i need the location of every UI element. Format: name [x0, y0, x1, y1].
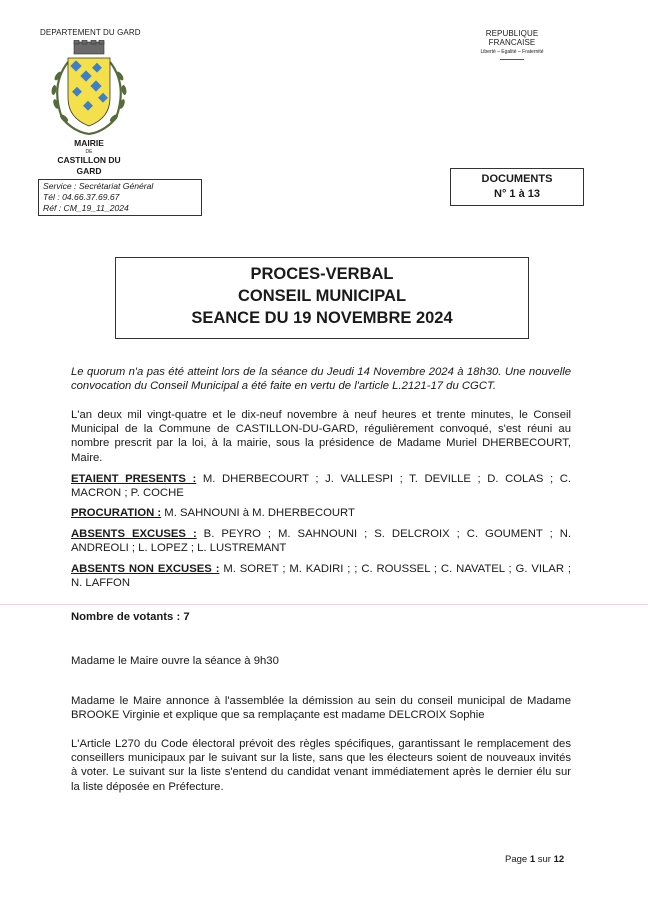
title-line-3: SEANCE DU 19 NOVEMBRE 2024 — [191, 309, 453, 327]
service-box — [38, 179, 202, 216]
town-crest-logo — [44, 40, 134, 138]
present-list: M. DHERBECOURT ; J. VALLESPI ; T. DEVILLE ; D. COLAS ; C. MACRON ; P. COCHE — [71, 473, 571, 500]
republic-label: REPUBLIQUE FRANCAISE — [485, 29, 539, 47]
present-members — [71, 472, 571, 500]
reference-line: Réf : CM_19_11_2024 — [43, 203, 129, 213]
mairie-de: DE — [85, 148, 93, 155]
excused-list: B. PEYRO ; M. SAHNOUNI ; S. DELCROIX ; C. GOUMENT ; N. ANDREOLI ; L. LOPEZ ; L. LUSTREMANT — [71, 528, 571, 555]
department-label: DEPARTEMENT DU GARD — [40, 28, 141, 37]
page-current: 1 — [529, 854, 536, 865]
page-number — [505, 854, 564, 865]
resignation-paragraph: Madame le Maire annonce à l'assemblée la démission au sein du conseil municipal de Madame BROOKE Virginie et explique que sa remplaçante est madame DELCROIX Sophie — [71, 695, 571, 722]
unexcused-list: M. SORET ; M. KADIRI ; ; C. ROUSSEL ; C. NAVATEL ; G. VILAR ; N. LAFFON — [71, 563, 571, 590]
voters-count: Nombre de votants : 7 — [71, 611, 190, 623]
page-total: 12 — [553, 854, 565, 865]
present-label: ETAIENT PRESENTS : — [71, 473, 197, 485]
proxy-text: M. SAHNOUNI à M. DHERBECOURT — [161, 507, 355, 519]
service-line: Service : Secrétariat Général — [43, 181, 154, 191]
documents-range: N° 1 à 13 — [494, 188, 540, 200]
town-name: CASTILLON DU GARD — [57, 154, 121, 176]
motto-divider — [500, 59, 524, 60]
mairie-block — [44, 138, 134, 176]
mairie-label: MAIRIE — [74, 138, 104, 148]
mural-crown — [74, 40, 104, 54]
intro-paragraph: L'an deux mil vingt-quatre et le dix-neuf novembre à neuf heures et trente minutes, le Conseil Municipal de la Commune de CASTILLON-DU-GARD, régulièrement convoqué, s'est réuni au nombre prescrit par la loi, à la mairie, sous la présidence de Madame Muriel DHERBECOURT, Maire. — [71, 409, 571, 464]
page-prefix: Page — [505, 854, 530, 865]
excused-label: ABSENTS EXCUSES : — [71, 528, 197, 540]
opening-paragraph: Madame le Maire ouvre la séance à 9h30 — [71, 655, 279, 667]
republic-motto: Liberté – Egalité – Fraternité — [480, 49, 544, 55]
page-middle: sur — [535, 854, 554, 865]
documents-label: DOCUMENTS — [481, 173, 553, 185]
phone-line: Tél : 04.66.37.69.67 — [43, 192, 120, 202]
republic-block — [468, 29, 556, 60]
article-paragraph: L'Article L270 du Code électoral prévoit des règles spécifiques, garantissant le remplacement des conseillers municipaux par le suivant sur la liste, sans que les électeurs soient de nouveaux invités à voter. Le suivant sur la liste s'entend du candidat venant immédiatement après le dernier élu sur la liste déposée en Préfecture. — [71, 738, 571, 793]
title-line-1: PROCES-VERBAL — [250, 265, 394, 283]
proxy-label: PROCURATION : — [71, 507, 162, 519]
title-line-2: CONSEIL MUNICIPAL — [237, 287, 407, 305]
documents-box — [450, 168, 584, 206]
unexcused-members — [71, 562, 571, 590]
excused-members — [71, 527, 571, 555]
proxy — [71, 506, 571, 520]
quorum-note: Le quorum n'a pas été atteint lors de la séance du Jeudi 14 Novembre 2024 à 18h30. Une nouvelle convocation du Conseil Municipal a été faite en vertu de l'article L.2121-17 du CGCT. — [71, 366, 571, 393]
title-box — [115, 257, 529, 339]
unexcused-label: ABSENTS NON EXCUSES : — [71, 563, 220, 575]
scan-fold-line — [0, 604, 648, 605]
